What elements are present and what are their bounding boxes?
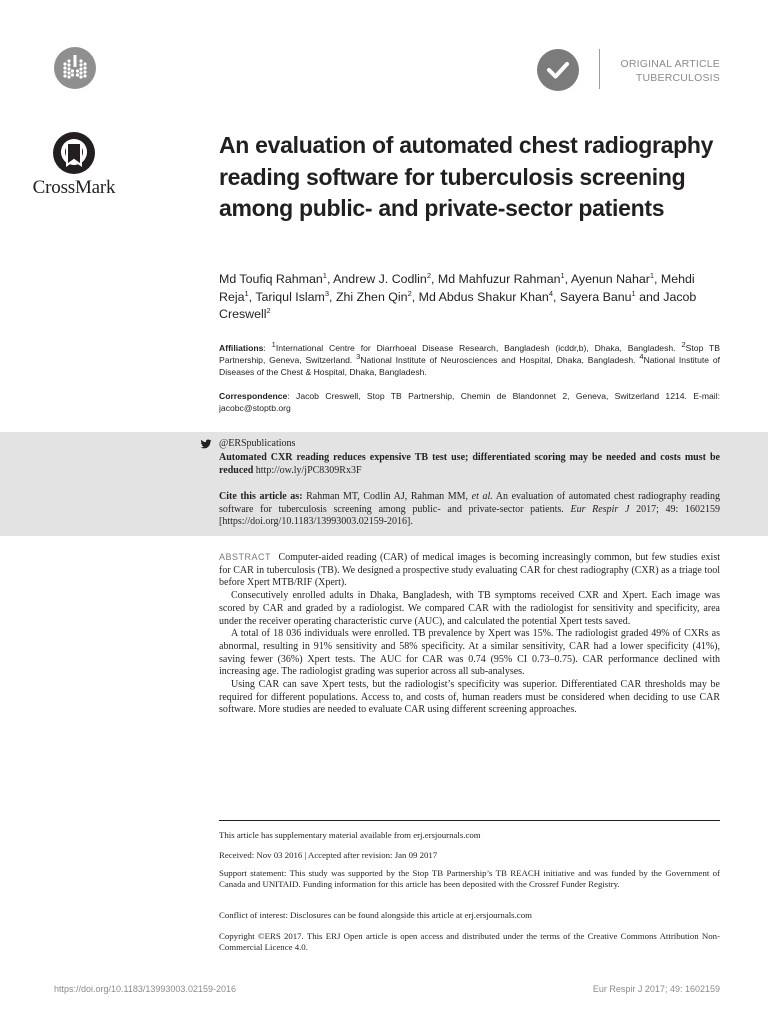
supplementary-note: This article has supplementary material available from erj.ersjournals.com (219, 830, 481, 840)
tweet-text (219, 452, 720, 477)
author-affiliation-number: 2 (407, 288, 412, 298)
cite-journal: Eur Respir J (570, 503, 630, 515)
cite-title: An evaluation of automated chest radiography reading software for tuberculosis screening among public- and private-sector patients. (219, 491, 721, 515)
article-title: An evaluation of automated chest radiography reading software for tuberculosis screening among public- and private-sector patients (219, 132, 714, 221)
author-name: Jacob Creswell (219, 289, 697, 321)
affiliations-label: Affiliations (219, 343, 264, 353)
cite-label: Cite this article as: (219, 491, 303, 502)
crossmark-icon (52, 131, 96, 175)
copyright-note: Copyright ©ERS 2017. This ERJ Open article is open access and distributed under the terms of the Creative Commons Attribution Non-Commercial Licence 4.0. (219, 931, 720, 953)
abstract (219, 551, 720, 717)
author-name: Sayera Banu (559, 289, 632, 304)
tweet-link[interactable]: http://ow.ly/jPC8309Rx3F (255, 464, 362, 476)
abstract-paragraph: A total of 18 036 individuals were enrolled. TB prevalence by Xpert was 15%. The radiologist graded 49% of CXRs as abnormal, resulting in 91% sensitivity and 58% specificity. At a similar sensitivity, CAR had a lower specificity (41%), saving fewer (36%) Xpert tests. The AUC for CAR was 0.74 (95% CI 0.73–0.75). CAR performance declined with increasing age. The radiologist grading was superior across all sub-analyses. (219, 628, 720, 678)
author-affiliation-number: 1 (322, 270, 327, 280)
abstract-paragraph: Consecutively enrolled adults in Dhaka, Bangladesh, with TB symptoms received CXR and Xpert. Each image was scored by CAR and graded by a radiologist. We compared CAR with the radiologist for sensitivity and specificity, area under the receiver operating characteristic curve (AUC), and calculated the potential Xpert tests saved. (219, 590, 720, 627)
author-affiliation-number: 1 (560, 270, 565, 280)
footer-citation: Eur Respir J 2017; 49: 1602159 (592, 984, 720, 994)
author-affiliation-number: 4 (548, 288, 553, 298)
affiliation-text: Stop TB Partnership, Geneva, Switzerland. (219, 343, 720, 365)
affiliation-text: National Institute of Neurosciences and Hospital, Dhaka, Bangladesh. (360, 355, 636, 365)
author-name: Md Toufiq Rahman (219, 272, 323, 286)
author-name: Andrew J. Codlin (333, 272, 427, 286)
author-affiliation-number: 3 (324, 288, 330, 298)
correspondence: Correspondence: Jacob Creswell, Stop TB Partnership, Chemin de Blandonnet 2, Geneva, Switzerland 1214. E-mail: jacobc@stoptb.org (219, 391, 720, 413)
affiliation-number: 2 (681, 340, 686, 350)
cite-et-al: et al. (471, 491, 493, 502)
affiliation-text: National Institute of Diseases of the Chest & Hospital, Dhaka, Bangladesh. (219, 355, 721, 377)
twitter-bird-icon (200, 438, 212, 450)
dates-note: Received: Nov 03 2016 | Accepted after revision: Jan 09 2017 (219, 850, 438, 860)
author-list: Md Toufiq Rahman$^1$, Andrew J. Codlin$^2$, Md Mahfuzur Rahman$^1$, Ayenun Nahar$^1$, Mehdi Reja$^1$, Tariqul Islam$^3$, Zhi Zhen Qin$^2$, Md Abdus Shakur Khan$^4$, Sayera Banu$^1$ and Jacob Creswell$^2$ (219, 270, 697, 321)
cite-authors: Rahman MT, Codlin AJ, Rahman MM, (306, 491, 469, 502)
abstract-paragraph: ABSTRACT Computer-aided reading (CAR) of medical images is becoming increasingly common, but few studies exist for CAR in tuberculosis (TB). We designed a prospective study evaluating CAR for chest radiography (CXR) as a triage tool before Xpert MTB/RIF (Xpert). (219, 552, 721, 589)
cite-reference[interactable]: 2017; 49: 1602159 [https://doi.org/10.1183/13993003.02159-2016]. (219, 503, 721, 527)
author-affiliation-number: 2 (426, 270, 431, 280)
article-type-label: ORIGINAL ARTICLE (620, 58, 720, 70)
author-name: Mehdi Reja (219, 272, 695, 304)
author-affiliation-number: 2 (266, 305, 271, 315)
author-name: Md Abdus Shakur Khan (418, 289, 549, 304)
article-section-label: TUBERCULOSIS (635, 72, 720, 84)
author-name: Tariqul Islam (255, 289, 325, 304)
conflict-note: Conflict of interest: Disclosures can be found alongside this article at erj.ersjournals.com (219, 910, 532, 920)
affiliation-number: 4 (639, 352, 644, 362)
cite-article (219, 491, 720, 529)
author-affiliation-number: 1 (244, 288, 249, 298)
article-type (600, 57, 720, 85)
support-statement: Support statement: This study was supported by the Stop TB Partnership’s TB REACH initiative and was funded by the Government of Canada and UNITAID. Funding information for this article has been deposited with the Crossref Funder Registry. (219, 868, 720, 890)
check-badge-icon (537, 49, 579, 91)
abstract-paragraph: Using CAR can save Xpert tests, but the radiologist’s specificity was superior. Differentiated CAR thresholds may be required for different populations. Access to, and costs of, human readers must be considered when deciding to use CAR software. More studies are needed to evaluate CAR using different screening approaches. (219, 679, 720, 716)
author-affiliation-number: 1 (649, 270, 655, 280)
footer-doi-link[interactable]: https://doi.org/10.1183/13993003.02159-2016 (54, 984, 236, 994)
affiliations-list (219, 340, 721, 377)
affiliation-number: 3 (356, 352, 361, 362)
correspondence-text: Jacob Creswell, Stop TB Partnership, Chemin de Blandonnet 2, Geneva, Switzerland 1214. E-mail: jacobc@stoptb.org (219, 391, 720, 413)
author-name: Ayenun Nahar (570, 272, 650, 286)
affiliations: Affiliations: $^1$International Centre for Diarrhoeal Disease Research, Bangladesh (icddr,b), Dhaka, Bangladesh. $^2$Stop TB Partnership, Geneva, Switzerland. $^3$National Institute of Neurosciences and Hospital, Dhaka, Bangladesh. $^4$National Institute of Diseases of the Chest & Hospital, Dhaka, Bangladesh. (219, 340, 721, 377)
abstract-label: ABSTRACT (219, 552, 272, 562)
notes-divider (219, 820, 720, 821)
author-affiliation-number: 1 (631, 288, 636, 298)
journal-lungs-logo-icon (54, 47, 96, 89)
twitter-handle[interactable]: @ERSpublications (219, 438, 296, 449)
crossmark-badge[interactable] (24, 131, 124, 201)
correspondence-label: Correspondence (219, 391, 288, 401)
crossmark-label: CrossMark (32, 177, 116, 198)
tweet-body: Automated CXR reading reduces expensive TB test use; differentiated scoring may be needed and costs must be reduced (219, 452, 720, 476)
author-name: Zhi Zhen Qin (335, 289, 408, 304)
affiliation-text: International Centre for Diarrhoeal Disease Research, Bangladesh (icddr,b), Dhaka, Bangladesh. (275, 343, 676, 353)
affiliation-number: 1 (271, 340, 276, 350)
author-name: Md Mahfuzur Rahman (437, 272, 561, 286)
